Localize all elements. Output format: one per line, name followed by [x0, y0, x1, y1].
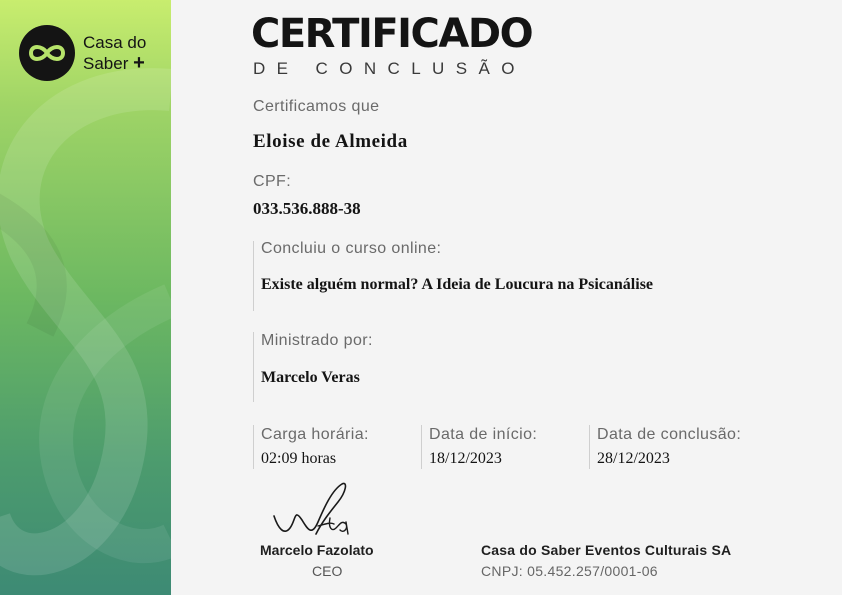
- intro-label: Certificamos que: [253, 98, 380, 115]
- cpf-label: CPF:: [253, 173, 292, 190]
- brand-logo: [19, 25, 146, 81]
- decorative-band: [0, 0, 171, 595]
- plus-icon: +: [133, 52, 145, 74]
- course-label: Concluiu o curso online:: [261, 240, 442, 257]
- end-label: Data de conclusão:: [597, 426, 742, 443]
- course-divider: [253, 241, 254, 311]
- workload-value: 02:09 horas: [261, 450, 337, 467]
- company-name: Casa do Saber Eventos Culturais SA: [481, 542, 732, 558]
- start-label: Data de início:: [429, 426, 538, 443]
- brand-name: [83, 32, 146, 74]
- company-cnpj: CNPJ: 05.452.257/0001-06: [481, 563, 658, 579]
- instructor-label: Ministrado por:: [261, 332, 373, 349]
- signature-icon: [268, 478, 358, 542]
- brand-name-line2: Saber: [83, 54, 129, 73]
- instructor-name: Marcelo Veras: [261, 369, 360, 386]
- start-divider: [421, 425, 422, 469]
- student-name: Eloise de Almeida: [253, 131, 408, 152]
- infinity-watermark-icon: [0, 0, 171, 595]
- signer-role: CEO: [312, 563, 343, 579]
- workload-label: Carga horária:: [261, 426, 369, 443]
- start-value: 18/12/2023: [429, 450, 502, 467]
- infinity-logo-icon: [19, 25, 75, 81]
- certificate-subtitle: DE CONCLUSÃO: [253, 59, 526, 78]
- instructor-divider: [253, 332, 254, 402]
- certificate-title: CERTIFICADO: [251, 11, 533, 57]
- brand-name-line1: Casa do: [83, 33, 147, 52]
- end-value: 28/12/2023: [597, 450, 670, 467]
- signer-name: Marcelo Fazolato: [260, 542, 374, 558]
- end-divider: [589, 425, 590, 469]
- cpf-value: 033.536.888-38: [253, 199, 361, 218]
- workload-divider: [253, 425, 254, 469]
- course-name: Existe alguém normal? A Ideia de Loucura na Psicanálise: [261, 276, 654, 293]
